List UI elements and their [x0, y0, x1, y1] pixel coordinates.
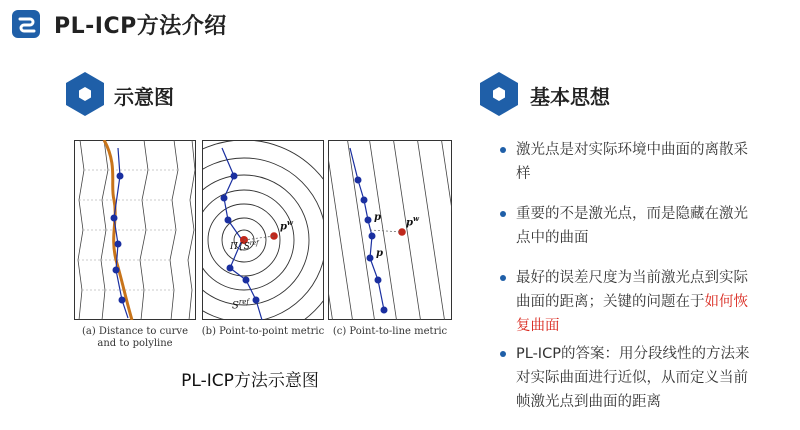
bullet-item: 激光点是对实际环境中曲面的离散采 样: [500, 138, 790, 186]
hexagon-icon: [64, 70, 106, 118]
bullet-dot-icon: [500, 147, 506, 153]
pl-icp-figure: [74, 140, 454, 360]
bullet-dot-icon: [500, 211, 506, 217]
bullet-item: PL-ICP的答案：用分段线性的方法来 对实际曲面进行近似，从而定义当前 帧激光点到曲面的距离: [500, 342, 790, 414]
panel-b-caption: (b) Point-to-point metric: [201, 326, 325, 337]
label-p-j1: p: [376, 248, 383, 259]
bullet-dot-icon: [500, 351, 506, 357]
logo-icon: [12, 10, 40, 38]
section-title-diagram: 示意图: [114, 85, 174, 109]
slide-title: PL-ICP方法介绍: [54, 14, 227, 39]
label-p-j2: p: [374, 212, 381, 223]
bullet-item: 最好的误差尺度为当前激光点到实际 曲面的距离；关键的问题在于如何恢 复曲面: [500, 266, 790, 338]
bullet-item: 重要的不是激光点，而是隐藏在激光 点中的曲面: [500, 202, 790, 250]
label-projection: $\Pi\{S^{ref}$: [230, 240, 259, 252]
panel-a-caption: (a) Distance to curve and to polyline: [81, 326, 188, 349]
panel-c-point-to-line: [304, 140, 454, 330]
hexagon-icon: [478, 70, 520, 118]
panel-c-caption: (c) Point-to-line metric: [332, 326, 448, 337]
bullet-dot-icon: [500, 275, 506, 281]
figure-caption: PL-ICP方法示意图: [181, 371, 319, 391]
label-p-i-w-c: $p^w$: [406, 214, 420, 229]
label-p-i-w: $p^w$: [280, 218, 294, 233]
label-s-ref: $S^{ref}$: [232, 298, 249, 312]
highlight-text: 如何恢: [704, 294, 748, 310]
panel-a-distance-to-curve: [75, 140, 196, 320]
section-title-basic-idea: 基本思想: [530, 85, 610, 109]
